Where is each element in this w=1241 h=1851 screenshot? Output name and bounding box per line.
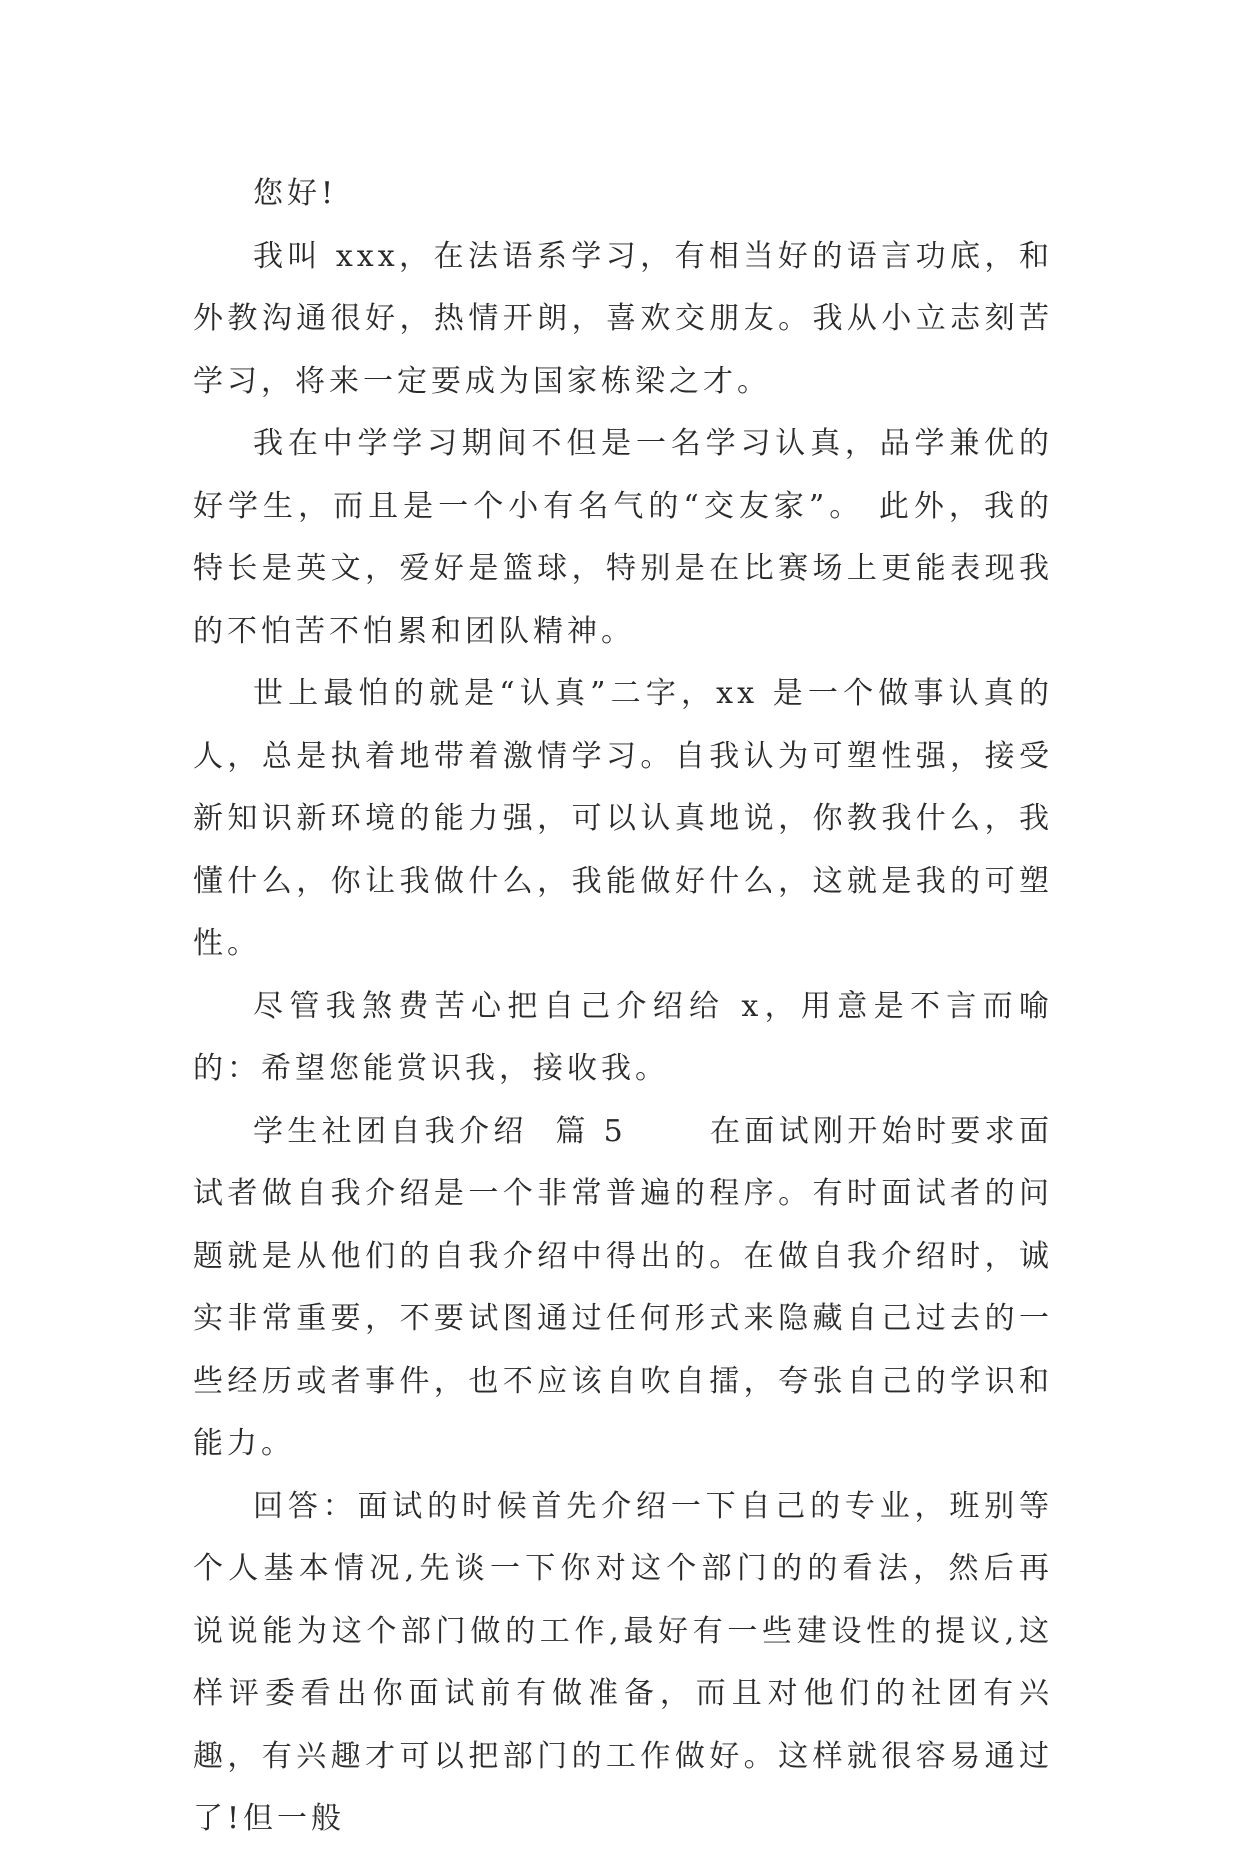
- attitude-paragraph: 世上最怕的就是“认真”二字，xx 是一个做事认真的人，总是执着地带着激情学习。自我认为可塑性强，接受新知识新环境的能力强，可以认真地说，你教我什么，我懂什么，你让我做什么，我能做好什么，这就是我的可塑性。: [193, 676, 1053, 961]
- section-5-paragraph: 学生社团自我介绍 篇 5 在面试刚开始时要求面试者做自我介绍是一个非常普遍的程序。有时面试者的问题就是从他们的自我介绍中得出的。在做自我介绍时，诚实非常重要，不要试图通过任何形式来隐藏自己过去的一些经历或者事件，也不应该自吹自擂，夸张自己的学识和能力。: [193, 1113, 1053, 1461]
- document-body: [193, 163, 1053, 1851]
- greeting-paragraph: 您好!: [253, 176, 338, 211]
- closing-paragraph: 尽管我煞费苦心把自己介绍给 x，用意是不言而喻的：希望您能赏识我，接收我。: [193, 988, 1053, 1086]
- answer-paragraph: 回答：面试的时候首先介绍一下自己的专业，班别等个人基本情况,先谈一下你对这个部门的的看法，然后再说说能为这个部门做的工作,最好有一些建设性的提议,这样评委看出你面试前有做准备，而且对他们的社团有兴趣，有兴趣才可以把部门的工作做好。这样就很容易通过了!但一般: [193, 1488, 1053, 1836]
- school-paragraph: 我在中学学习期间不但是一名学习认真，品学兼优的好学生，而且是一个小有名气的“交友家”。 此外，我的特长是英文，爱好是篮球，特别是在比赛场上更能表现我的不怕苦不怕累和团队精神。: [193, 426, 1053, 649]
- intro-paragraph: 我叫 xxx，在法语系学习，有相当好的语言功底，和外教沟通很好，热情开朗，喜欢交朋友。我从小立志刻苦学习，将来一定要成为国家栋梁之才。: [193, 238, 1053, 399]
